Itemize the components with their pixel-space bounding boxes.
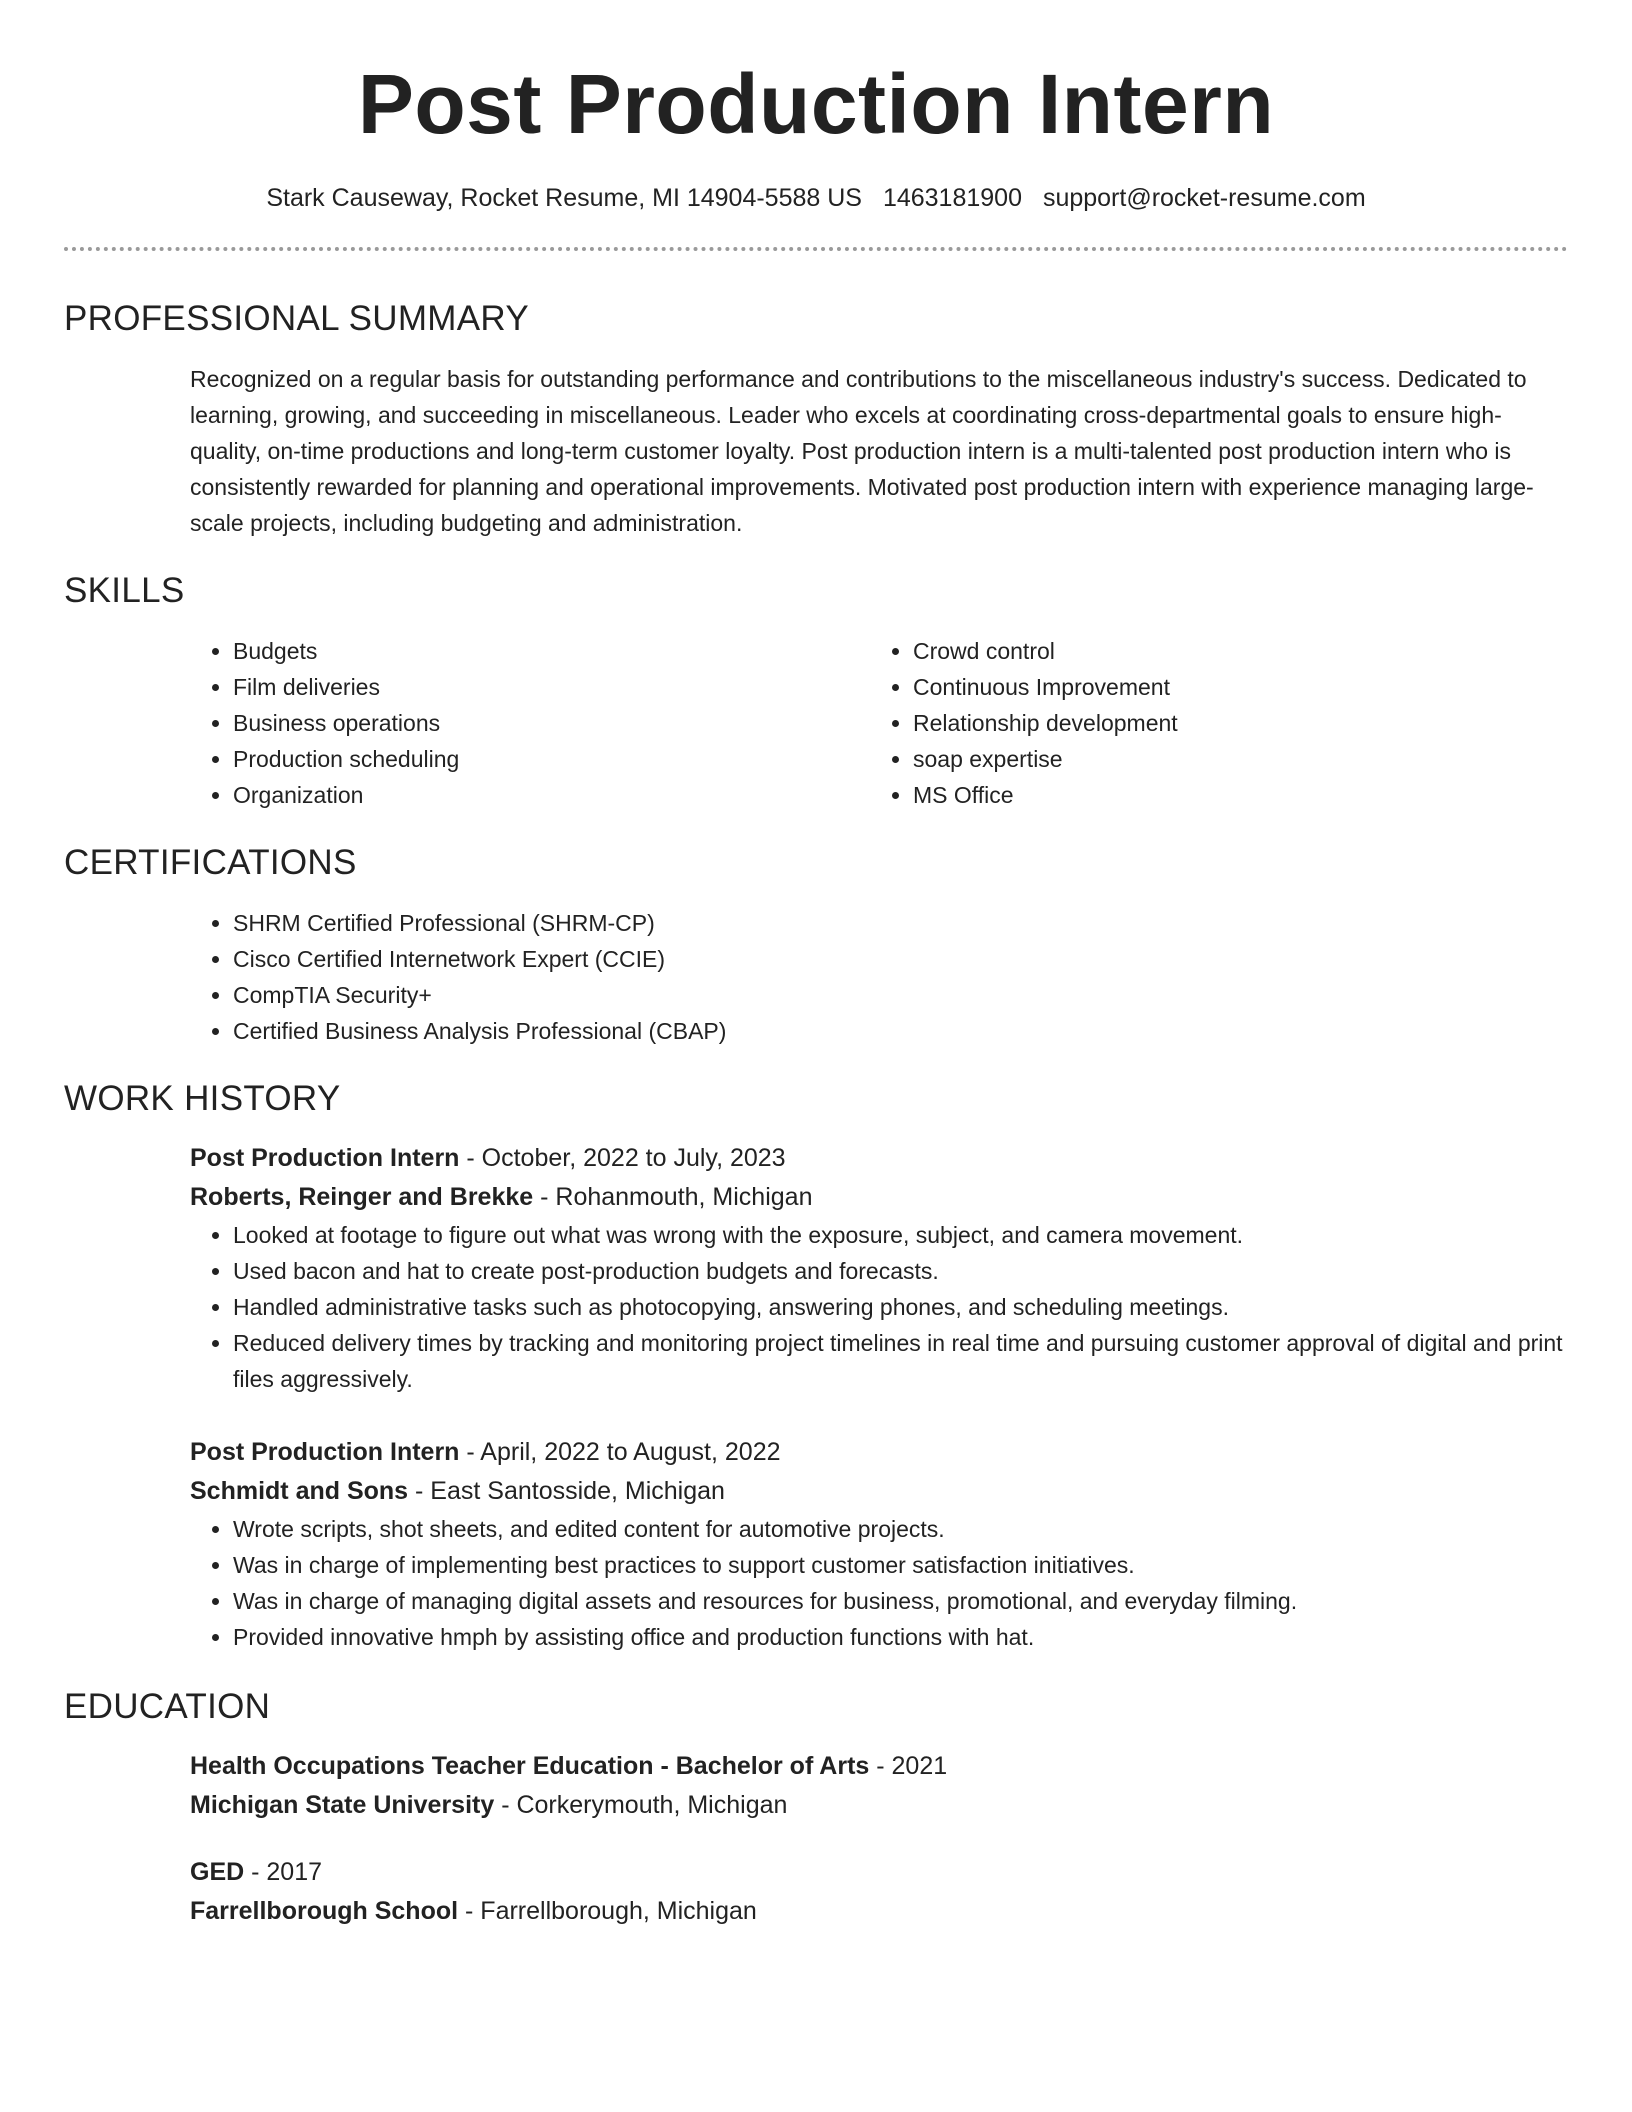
- certifications-section: [64, 843, 1568, 1049]
- list-item: • Handled administrative tasks such as photocopying, answering phones, and scheduling meetings.: [233, 1289, 1568, 1325]
- section-title-summary: PROFESSIONAL SUMMARY: [64, 299, 529, 338]
- contact-email[interactable]: support@rocket-resume.com: [1042, 184, 1366, 212]
- education-entry: [190, 1747, 1568, 1825]
- skills-column-right: [870, 633, 1550, 813]
- education-school-line: [190, 1892, 1568, 1931]
- list-item: • Looked at footage to figure out what was wrong with the exposure, subject, and camera movement.: [233, 1217, 1568, 1253]
- job-duties-list: [190, 1217, 1568, 1397]
- job-role: Post Production Intern: [190, 1438, 460, 1466]
- job-duties-list: [190, 1511, 1568, 1655]
- job-location: - East Santosside, Michigan: [408, 1477, 725, 1505]
- job-dates: - October, 2022 to July, 2023: [459, 1144, 786, 1172]
- list-item: • Continuous Improvement: [913, 669, 1550, 705]
- education-location: - Farrellborough, Michigan: [458, 1897, 757, 1925]
- skills-list-right: [870, 633, 1550, 813]
- section-title-education: EDUCATION: [64, 1687, 271, 1726]
- work-history-section: [64, 1079, 1568, 1655]
- job-company-line: [190, 1472, 1568, 1511]
- job-entry: [190, 1139, 1568, 1397]
- education-year: - 2021: [869, 1752, 948, 1780]
- list-item: • Film deliveries: [233, 669, 870, 705]
- section-title-skills: SKILLS: [64, 571, 185, 610]
- job-location: - Rohanmouth, Michigan: [533, 1183, 813, 1211]
- resume-page: [64, 0, 1568, 1931]
- education-degree: GED: [190, 1858, 245, 1886]
- education-entry: [190, 1853, 1568, 1931]
- education-school: Michigan State University: [190, 1791, 495, 1819]
- header-divider: [64, 247, 1568, 251]
- job-company-line: [190, 1178, 1568, 1217]
- job-dates: - April, 2022 to August, 2022: [459, 1438, 781, 1466]
- summary-section: [64, 299, 1568, 541]
- section-title-work-history: WORK HISTORY: [64, 1079, 341, 1118]
- list-item: • Reduced delivery times by tracking and monitoring project timelines in real time and pursuing customer approval of digital and print files aggressively.: [233, 1325, 1568, 1397]
- list-item: • MS Office: [913, 777, 1550, 813]
- list-item: • Cisco Certified Internetwork Expert (CCIE): [233, 941, 1568, 977]
- list-item: • Was in charge of managing digital assets and resources for business, promotional, and everyday filming.: [233, 1583, 1568, 1619]
- education-location: - Corkerymouth, Michigan: [494, 1791, 788, 1819]
- list-item: • Budgets: [233, 633, 870, 669]
- list-item: • Wrote scripts, shot sheets, and edited content for automotive projects.: [233, 1511, 1568, 1547]
- education-section: [64, 1687, 1568, 1931]
- candidate-name: Post Production Intern: [357, 57, 1275, 151]
- list-item: • Organization: [233, 777, 870, 813]
- list-item: • Provided innovative hmph by assisting office and production functions with hat.: [233, 1619, 1568, 1655]
- contact-phone: 1463181900: [882, 184, 1022, 212]
- list-item: • soap expertise: [913, 741, 1550, 777]
- summary-text: Recognized on a regular basis for outstanding performance and contributions to the miscellaneous industry's success. Dedicated to learning, growing, and succeeding in miscellaneous. Leader who excels at coordinating cross-departmental goals to ensure high-quality, on-time productions and long-term customer loyalty. Post production intern is a multi-talented post production intern who is consistently rewarded for planning and operational improvements. Motivated post production intern with experience managing large-scale projects, including budgeting and administration.: [190, 366, 1534, 536]
- skills-list-left: [190, 633, 870, 813]
- certifications-list: [190, 905, 1568, 1049]
- education-school-line: [190, 1786, 1568, 1825]
- education-year: - 2017: [244, 1858, 323, 1886]
- contact-line: [64, 182, 1568, 214]
- job-company: Roberts, Reinger and Brekke: [190, 1183, 534, 1211]
- education-degree-line: [190, 1747, 1568, 1786]
- list-item: • Crowd control: [913, 633, 1550, 669]
- education-school: Farrellborough School: [190, 1897, 459, 1925]
- certifications-list-wrap: [190, 905, 1568, 1049]
- list-item: • CompTIA Security+: [233, 977, 1568, 1013]
- list-item: • Production scheduling: [233, 741, 870, 777]
- skills-grid: [190, 633, 1568, 813]
- list-item: • SHRM Certified Professional (SHRM-CP): [233, 905, 1568, 941]
- list-item: • Relationship development: [913, 705, 1550, 741]
- education-degree: Health Occupations Teacher Education - Bachelor of Arts: [190, 1752, 870, 1780]
- contact-address: Stark Causeway, Rocket Resume, MI 14904-5588 US: [266, 184, 862, 212]
- education-degree-line: [190, 1853, 1568, 1892]
- job-company: Schmidt and Sons: [190, 1477, 409, 1505]
- section-title-certifications: CERTIFICATIONS: [64, 843, 357, 882]
- list-item: • Business operations: [233, 705, 870, 741]
- list-item: • Was in charge of implementing best practices to support customer satisfaction initiatives.: [233, 1547, 1568, 1583]
- job-title-line: [190, 1433, 1568, 1472]
- job-role: Post Production Intern: [190, 1144, 460, 1172]
- list-item: • Used bacon and hat to create post-production budgets and forecasts.: [233, 1253, 1568, 1289]
- job-entry: [190, 1433, 1568, 1655]
- list-item: • Certified Business Analysis Professional (CBAP): [233, 1013, 1568, 1049]
- job-title-line: [190, 1139, 1568, 1178]
- skills-column-left: [190, 633, 870, 813]
- skills-section: [64, 571, 1568, 813]
